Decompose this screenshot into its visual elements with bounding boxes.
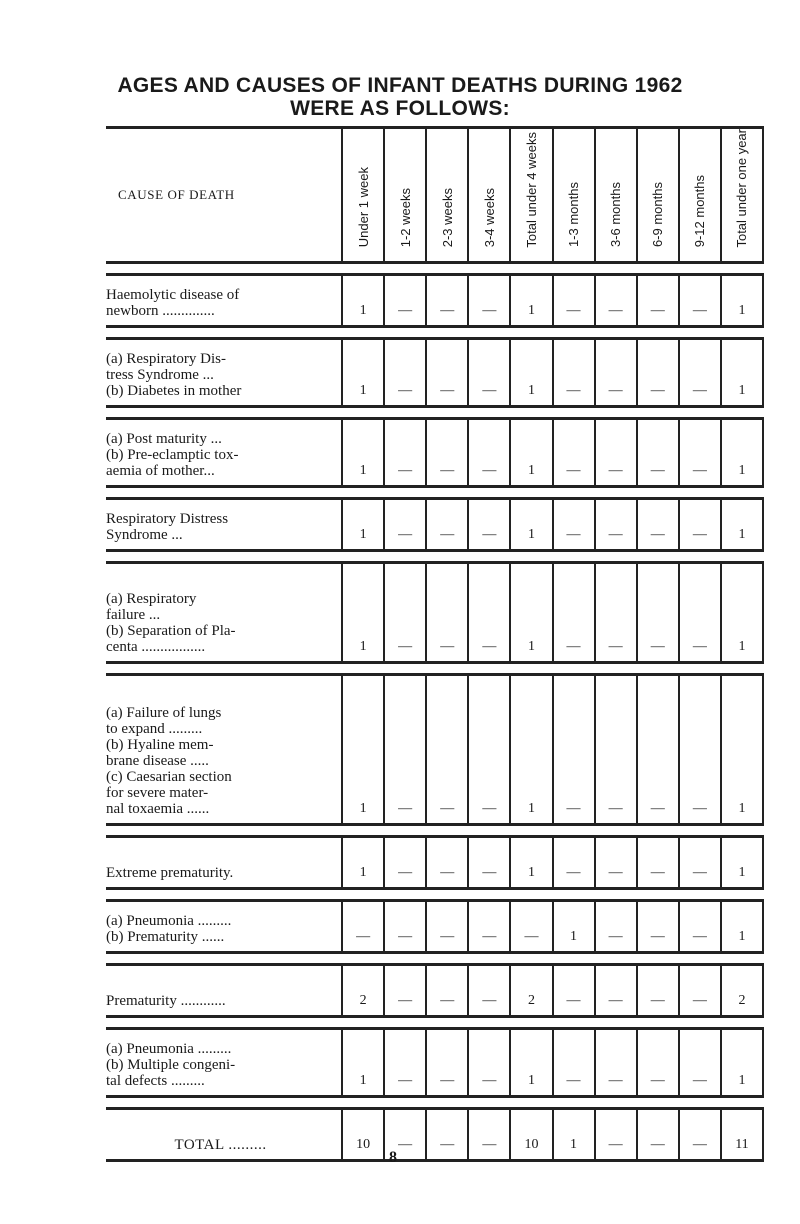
value-cell: —: [468, 562, 510, 662]
value-cell: 1: [342, 338, 384, 406]
spacer-cell: [106, 1016, 763, 1028]
value-cell: 1: [721, 836, 763, 888]
row-spacer: [106, 952, 763, 964]
value-cell: 1: [721, 900, 763, 952]
page-number: 8: [389, 1149, 397, 1166]
table-row: [106, 338, 763, 406]
value-cell: —: [637, 964, 679, 1016]
table-row: [106, 1028, 763, 1096]
value-cell: —: [637, 674, 679, 824]
value-cell: —: [679, 338, 721, 406]
value-cell: 2: [510, 964, 552, 1016]
value-cell: —: [553, 836, 595, 888]
row-spacer: [106, 550, 763, 562]
value-cell: —: [595, 498, 637, 550]
value-cell: —: [679, 498, 721, 550]
value-cell: —: [426, 498, 468, 550]
spacer-cell: [106, 888, 763, 900]
value-cell: —: [468, 1108, 510, 1160]
value-cell: 1: [342, 562, 384, 662]
title-line-2: WERE AS FOLLOWS:: [290, 97, 510, 120]
value-cell: —: [679, 562, 721, 662]
value-cell: 2: [342, 964, 384, 1016]
row-spacer: [106, 1016, 763, 1028]
value-cell: 1: [721, 674, 763, 824]
col-header: 9-12 months: [679, 128, 721, 263]
value-cell: —: [426, 562, 468, 662]
value-cell: —: [637, 836, 679, 888]
value-cell: —: [679, 836, 721, 888]
table-row: [106, 274, 763, 326]
value-cell: 1: [510, 1028, 552, 1096]
value-cell: —: [342, 900, 384, 952]
total-row: [106, 1108, 763, 1160]
value-cell: —: [384, 674, 426, 824]
col-header: Under 1 week: [342, 128, 384, 263]
row-spacer: [106, 486, 763, 498]
value-cell: —: [679, 1108, 721, 1160]
value-cell: 1: [510, 338, 552, 406]
col-header: 3-4 weeks: [468, 128, 510, 263]
value-cell: 1: [721, 338, 763, 406]
total-label: TOTAL .........: [106, 1108, 342, 1160]
value-cell: —: [637, 274, 679, 326]
value-cell: —: [595, 338, 637, 406]
value-cell: —: [595, 562, 637, 662]
spacer-cell: [106, 262, 763, 274]
infant-deaths-table: [106, 126, 764, 1162]
cause-cell: Prematurity ............: [106, 964, 342, 1016]
value-cell: —: [426, 274, 468, 326]
value-cell: —: [637, 418, 679, 486]
col-header: 3-6 months: [595, 128, 637, 263]
value-cell: —: [468, 1028, 510, 1096]
value-cell: —: [553, 1028, 595, 1096]
value-cell: —: [595, 1028, 637, 1096]
spacer-cell: [106, 326, 763, 338]
value-cell: —: [553, 964, 595, 1016]
value-cell: 1: [553, 1108, 595, 1160]
value-cell: —: [679, 274, 721, 326]
value-cell: —: [553, 674, 595, 824]
value-cell: —: [384, 1028, 426, 1096]
col-header: 2-3 weeks: [426, 128, 468, 263]
value-cell: —: [468, 900, 510, 952]
value-cell: 1: [510, 562, 552, 662]
value-cell: 1: [510, 274, 552, 326]
value-cell: —: [595, 418, 637, 486]
value-cell: 1: [342, 1028, 384, 1096]
row-spacer: [106, 824, 763, 836]
spacer-cell: [106, 662, 763, 674]
row-spacer: [106, 326, 763, 338]
value-cell: —: [553, 418, 595, 486]
value-cell: —: [426, 836, 468, 888]
table-row: [106, 418, 763, 486]
spacer-cell: [106, 824, 763, 836]
cause-cell: (a) Pneumonia ......... (b) Prematurity ......: [106, 900, 342, 952]
value-cell: 1: [342, 836, 384, 888]
value-cell: —: [468, 674, 510, 824]
value-cell: 1: [721, 498, 763, 550]
value-cell: —: [384, 1108, 426, 1160]
col-header: 6-9 months: [637, 128, 679, 263]
value-cell: —: [595, 274, 637, 326]
spacer-cell: [106, 952, 763, 964]
value-cell: —: [637, 338, 679, 406]
cause-cell: Haemolytic disease of newborn ..............: [106, 274, 342, 326]
col-header: 1-3 months: [553, 128, 595, 263]
title-line-1: AGES AND CAUSES OF INFANT DEATHS DURING 1962: [117, 74, 683, 97]
value-cell: 2: [721, 964, 763, 1016]
spacer-cell: [106, 1096, 763, 1108]
value-cell: 1: [510, 836, 552, 888]
value-cell: —: [637, 1028, 679, 1096]
spacer-cell: [106, 486, 763, 498]
table-row: [106, 836, 763, 888]
cause-cell: (a) Respiratory failure ... (b) Separation of Pla- centa .................: [106, 562, 342, 662]
col-header: Total under 4 weeks: [510, 128, 552, 263]
value-cell: —: [595, 900, 637, 952]
table-row: [106, 562, 763, 662]
value-cell: 11: [721, 1108, 763, 1160]
value-cell: 1: [721, 274, 763, 326]
value-cell: —: [468, 498, 510, 550]
row-spacer: [106, 262, 763, 274]
table-row: [106, 674, 763, 824]
value-cell: 1: [342, 674, 384, 824]
table-row: [106, 900, 763, 952]
row-spacer: [106, 1096, 763, 1108]
value-cell: —: [426, 674, 468, 824]
value-cell: —: [637, 900, 679, 952]
cause-cell: Extreme prematurity.: [106, 836, 342, 888]
cause-cell: (a) Respiratory Dis- tress Syndrome ... (b) Diabetes in mother: [106, 338, 342, 406]
value-cell: 1: [510, 418, 552, 486]
value-cell: 1: [342, 498, 384, 550]
value-cell: —: [468, 274, 510, 326]
cause-cell: (a) Post maturity ... (b) Pre-eclamptic tox- aemia of mother...: [106, 418, 342, 486]
value-cell: —: [553, 562, 595, 662]
value-cell: 1: [510, 674, 552, 824]
cause-cell: (a) Failure of lungs to expand ......... (b) Hyaline mem- brane disease ..... (c) Caesarian section for severe mater- nal toxaemia ......: [106, 674, 342, 824]
value-cell: —: [426, 1028, 468, 1096]
spacer-cell: [106, 550, 763, 562]
value-cell: —: [679, 900, 721, 952]
cause-of-death-header: CAUSE OF DEATH: [106, 128, 342, 263]
value-cell: —: [637, 562, 679, 662]
col-header: Total under one year: [721, 128, 763, 263]
value-cell: —: [426, 418, 468, 486]
value-cell: —: [553, 274, 595, 326]
value-cell: —: [426, 338, 468, 406]
value-cell: —: [384, 900, 426, 952]
value-cell: —: [679, 418, 721, 486]
value-cell: —: [679, 1028, 721, 1096]
value-cell: —: [468, 418, 510, 486]
header-row: [106, 128, 763, 263]
value-cell: —: [679, 674, 721, 824]
value-cell: —: [468, 836, 510, 888]
value-cell: —: [384, 498, 426, 550]
value-cell: 1: [721, 1028, 763, 1096]
value-cell: —: [384, 274, 426, 326]
value-cell: —: [384, 418, 426, 486]
value-cell: —: [510, 900, 552, 952]
value-cell: 1: [510, 498, 552, 550]
value-cell: 1: [342, 418, 384, 486]
value-cell: —: [384, 562, 426, 662]
value-cell: —: [468, 338, 510, 406]
value-cell: —: [553, 338, 595, 406]
col-header: 1-2 weeks: [384, 128, 426, 263]
cause-cell: Respiratory Distress Syndrome ...: [106, 498, 342, 550]
value-cell: —: [426, 1108, 468, 1160]
value-cell: —: [384, 836, 426, 888]
value-cell: —: [426, 900, 468, 952]
value-cell: —: [426, 964, 468, 1016]
value-cell: 1: [721, 562, 763, 662]
value-cell: —: [595, 964, 637, 1016]
value-cell: —: [637, 1108, 679, 1160]
value-cell: —: [637, 498, 679, 550]
row-spacer: [106, 888, 763, 900]
value-cell: 10: [342, 1108, 384, 1160]
value-cell: —: [595, 1108, 637, 1160]
value-cell: 1: [721, 418, 763, 486]
value-cell: 1: [553, 900, 595, 952]
value-cell: —: [553, 498, 595, 550]
value-cell: —: [468, 964, 510, 1016]
value-cell: 1: [342, 274, 384, 326]
table-body: [106, 262, 763, 1160]
cause-cell: (a) Pneumonia ......... (b) Multiple congeni- tal defects .........: [106, 1028, 342, 1096]
table-row: [106, 498, 763, 550]
value-cell: —: [384, 964, 426, 1016]
spacer-cell: [106, 406, 763, 418]
value-cell: —: [595, 674, 637, 824]
value-cell: —: [679, 964, 721, 1016]
value-cell: —: [595, 836, 637, 888]
row-spacer: [106, 406, 763, 418]
table-row: [106, 964, 763, 1016]
row-spacer: [106, 662, 763, 674]
value-cell: —: [384, 338, 426, 406]
value-cell: 10: [510, 1108, 552, 1160]
